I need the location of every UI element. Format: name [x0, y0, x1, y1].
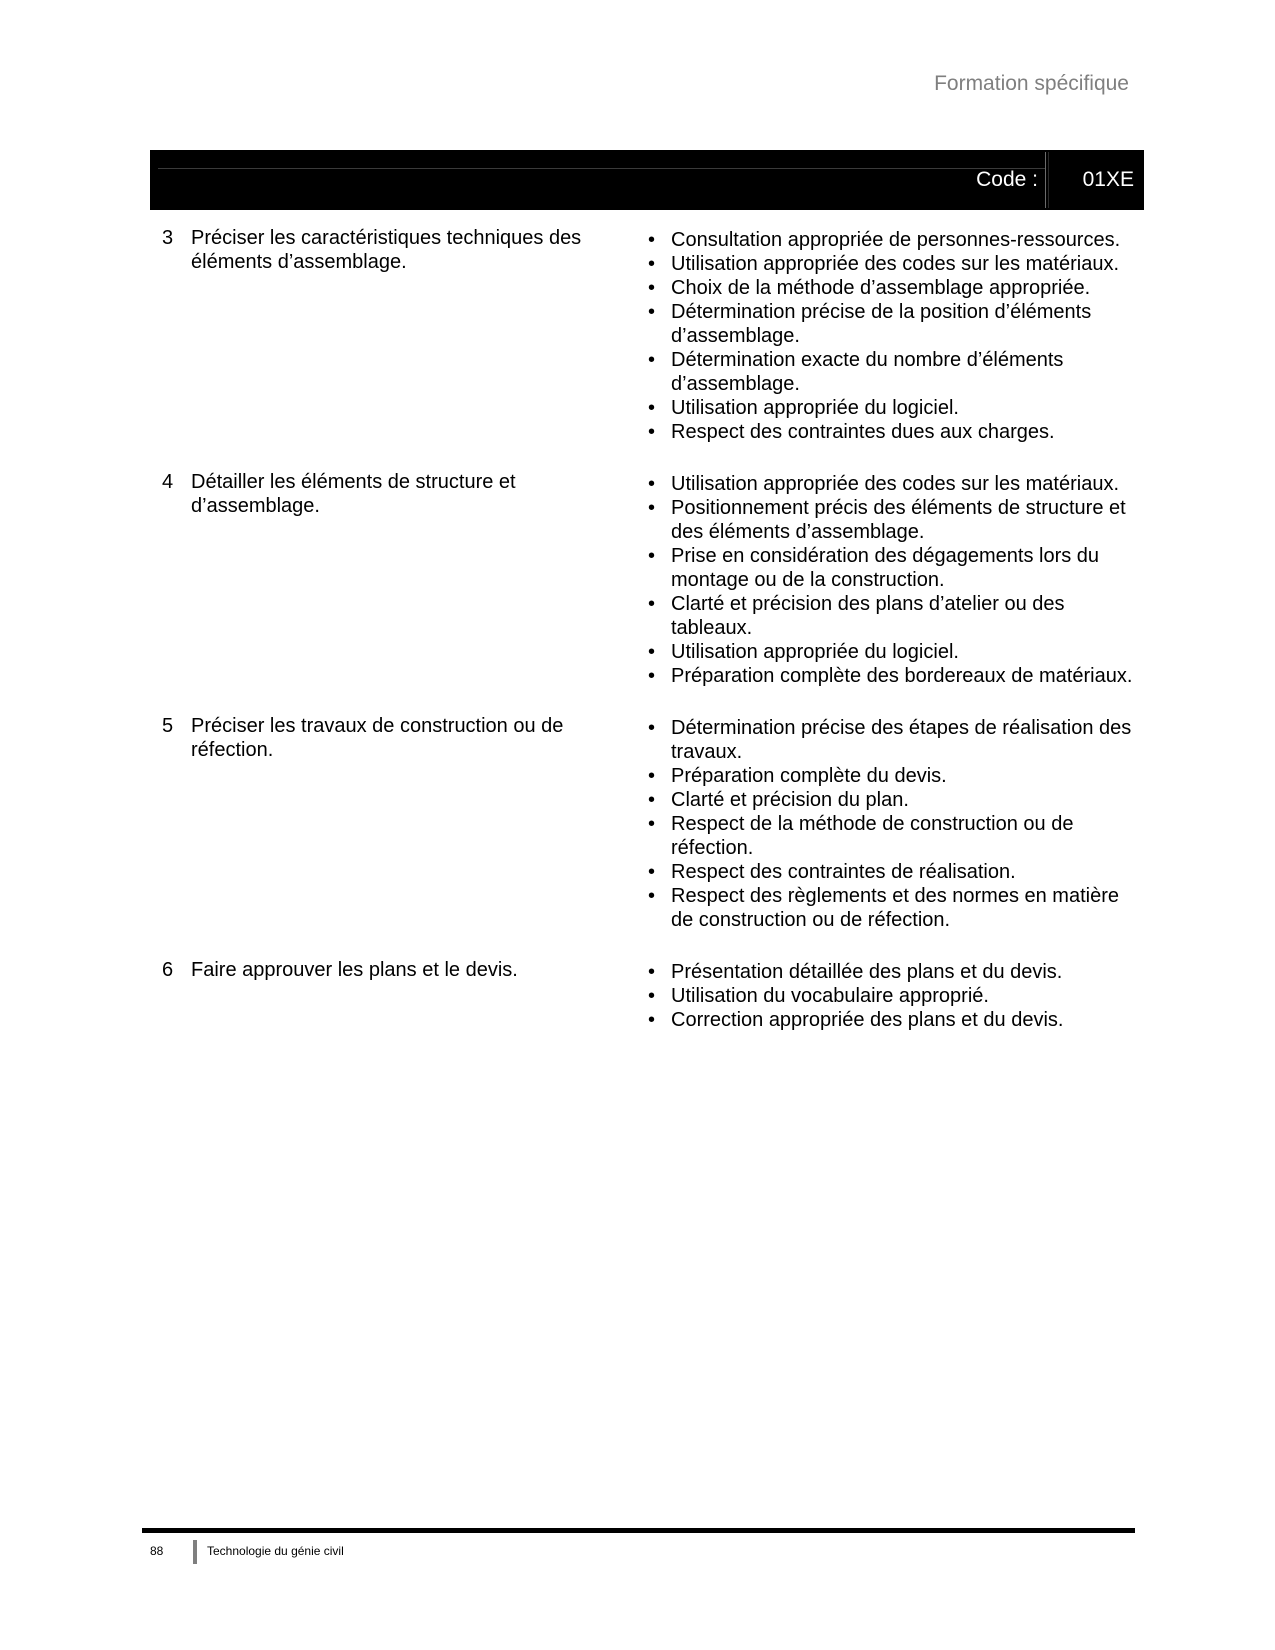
criteria-item: • Respect des règlements et des normes en matière de construction ou de réfection.	[640, 884, 1144, 932]
criteria-item: • Positionnement précis des éléments de structure et des éléments d’assemblage.	[640, 496, 1144, 544]
code-bar	[150, 150, 1144, 210]
criteria-cell	[640, 226, 1144, 444]
criteria-item: • Respect de la méthode de construction ou de réfection.	[640, 812, 1144, 860]
criteria-item: • Utilisation appropriée du logiciel.	[640, 396, 1144, 420]
footer-separator	[193, 1540, 197, 1564]
criteria-list	[640, 716, 1144, 932]
criteria-item: • Détermination précise de la position d’éléments d’assemblage.	[640, 300, 1144, 348]
criteria-item: • Prise en considération des dégagements lors du montage ou de la construction.	[640, 544, 1144, 592]
criteria-cell	[640, 958, 1144, 1032]
criteria-item: • Respect des contraintes de réalisation.	[640, 860, 1144, 884]
criteria-item: • Choix de la méthode d’assemblage appropriée.	[640, 276, 1144, 300]
footer-rule	[142, 1528, 1135, 1533]
criteria-item: • Préparation complète du devis.	[640, 764, 1144, 788]
code-bar-divider	[1045, 152, 1046, 208]
task-cell	[150, 958, 640, 1032]
code-label: Code :	[976, 168, 1038, 191]
table-row	[150, 470, 1144, 688]
criteria-cell	[640, 470, 1144, 688]
task-number: 5	[162, 715, 174, 737]
criteria-list	[640, 960, 1144, 1032]
criteria-list	[640, 228, 1144, 444]
criteria-item: • Consultation appropriée de personnes-ressources.	[640, 228, 1144, 252]
criteria-item: • Détermination précise des étapes de réalisation des travaux.	[640, 716, 1144, 764]
table-row	[150, 714, 1144, 932]
running-head: Formation spécifique	[934, 72, 1129, 95]
task-text: Préciser les travaux de construction ou de réfection.	[191, 715, 564, 761]
code-value: 01XE	[1082, 168, 1134, 191]
table-row	[150, 226, 1144, 444]
footer-title: Technologie du génie civil	[207, 1544, 344, 1558]
criteria-item: • Utilisation du vocabulaire approprié.	[640, 984, 1144, 1008]
criteria-list	[640, 472, 1144, 688]
criteria-item: • Présentation détaillée des plans et du devis.	[640, 960, 1144, 984]
criteria-item: • Correction appropriée des plans et du devis.	[640, 1008, 1144, 1032]
task-text: Préciser les caractéristiques techniques des éléments d’assemblage.	[191, 227, 582, 273]
table-row	[150, 958, 1144, 1032]
task-number: 4	[162, 471, 174, 493]
criteria-item: • Utilisation appropriée des codes sur les matériaux.	[640, 252, 1144, 276]
criteria-item: • Utilisation appropriée du logiciel.	[640, 640, 1144, 664]
criteria-item: • Préparation complète des bordereaux de matériaux.	[640, 664, 1144, 688]
task-cell	[150, 714, 640, 932]
page-number: 88	[150, 1544, 164, 1558]
task-text: Détailler les éléments de structure et d’assemblage.	[191, 471, 516, 517]
criteria-item: • Utilisation appropriée des codes sur les matériaux.	[640, 472, 1144, 496]
criteria-item: • Clarté et précision du plan.	[640, 788, 1144, 812]
criteria-item: • Respect des contraintes dues aux charges.	[640, 420, 1144, 444]
task-cell	[150, 470, 640, 688]
code-bar-divider-shadow	[1048, 152, 1049, 208]
task-number: 3	[162, 227, 174, 249]
criteria-item: • Clarté et précision des plans d’atelier ou des tableaux.	[640, 592, 1144, 640]
task-criteria-table	[150, 226, 1144, 1058]
task-number: 6	[162, 959, 174, 981]
criteria-cell	[640, 714, 1144, 932]
code-bar-rule	[158, 168, 1046, 169]
task-cell	[150, 226, 640, 444]
criteria-item: • Détermination exacte du nombre d’éléments d’assemblage.	[640, 348, 1144, 396]
task-text: Faire approuver les plans et le devis.	[191, 959, 518, 981]
